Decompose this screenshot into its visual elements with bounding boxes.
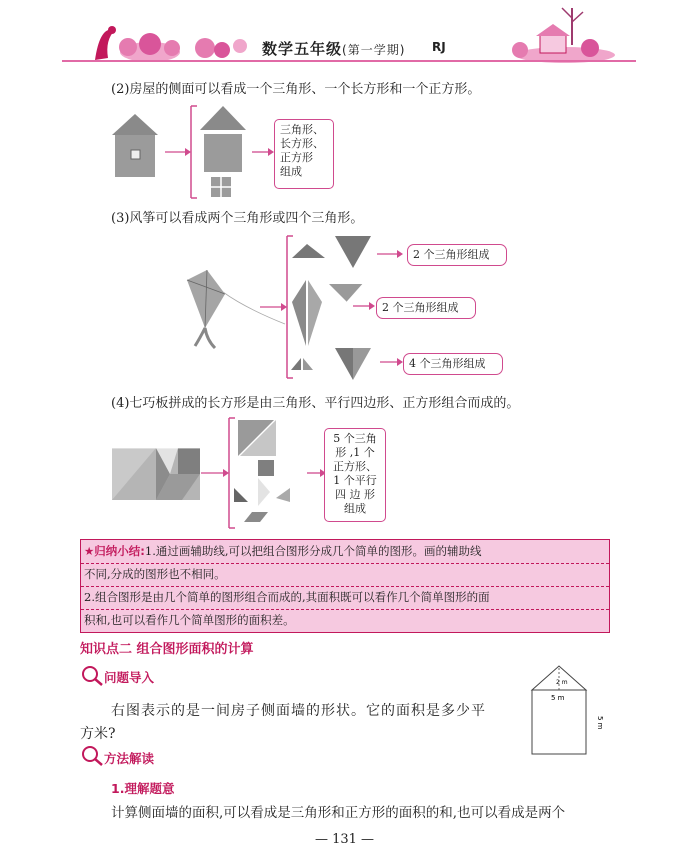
page-number: — 131 — bbox=[314, 832, 375, 847]
sub-heading-understand: 1.理解题意 bbox=[111, 781, 175, 796]
header-rule bbox=[62, 60, 636, 62]
summary-line-3: 2.组合图形是由几个简单的图形组合而成的,其面积既可以看作几个简单图形的面 bbox=[84, 590, 490, 604]
summary-line-4: 积和,也可以看作几个简单图形的面积差。 bbox=[84, 613, 295, 627]
height-label: 2 m bbox=[556, 679, 568, 686]
header-edition: RJ bbox=[432, 40, 446, 54]
magnifier-icon bbox=[80, 745, 106, 767]
house-diagram bbox=[105, 100, 285, 200]
right-house-decoration-icon bbox=[512, 8, 615, 63]
magnifier-icon bbox=[80, 665, 106, 687]
kite-result-box-2: 2 个三角形组成 bbox=[376, 297, 476, 319]
summary-line-1: ★归纳小结:1.通过画辅助线,可以把组合图形分成几个简单的图形。画的辅助线 bbox=[84, 544, 482, 558]
sub-heading-method: 方法解读 bbox=[104, 751, 155, 766]
house-paragraph: (2)房屋的侧面可以看成一个三角形、一个长方形和一个正方形。 bbox=[111, 82, 481, 97]
section-title: 知识点二 组合图形面积的计算 bbox=[80, 642, 254, 657]
wall-figure bbox=[528, 660, 608, 760]
width-label: 5 m bbox=[551, 694, 565, 702]
header-title: 数学五年级(第一学期) bbox=[262, 40, 406, 58]
summary-line-2: 不同,分成的图形也不相同。 bbox=[84, 567, 226, 581]
method-line: 计算侧面墙的面积,可以看成是三角形和正方形的面积的和,也可以看成是两个 bbox=[111, 805, 566, 821]
kite-paragraph: (3)风筝可以看成两个三角形或四个三角形。 bbox=[111, 211, 364, 226]
kite-result-box-1: 2 个三角形组成 bbox=[407, 244, 507, 266]
tangram-diagram bbox=[110, 412, 330, 532]
house-result-box: 三角形、 长方形、 正方形 组成 bbox=[274, 119, 334, 189]
sub-heading-question: 问题导入 bbox=[104, 670, 155, 685]
tangram-paragraph: (4)七巧板拼成的长方形是由三角形、平行四边形、正方形组合而成的。 bbox=[111, 396, 520, 411]
tangram-result-box: 5 个三角 形 ,1 个 正方形、 1 个平行 四 边 形 组成 bbox=[324, 428, 386, 522]
summary-box bbox=[80, 539, 610, 633]
question-line-1: 右图表示的是一间房子侧面墙的形状。它的面积是多少平 bbox=[111, 703, 486, 719]
left-flower-decoration-icon bbox=[95, 26, 247, 62]
kite-result-box-3: 4 个三角形组成 bbox=[403, 353, 503, 375]
question-line-2: 方米? bbox=[80, 726, 116, 742]
side-label: 5 m bbox=[596, 716, 604, 730]
